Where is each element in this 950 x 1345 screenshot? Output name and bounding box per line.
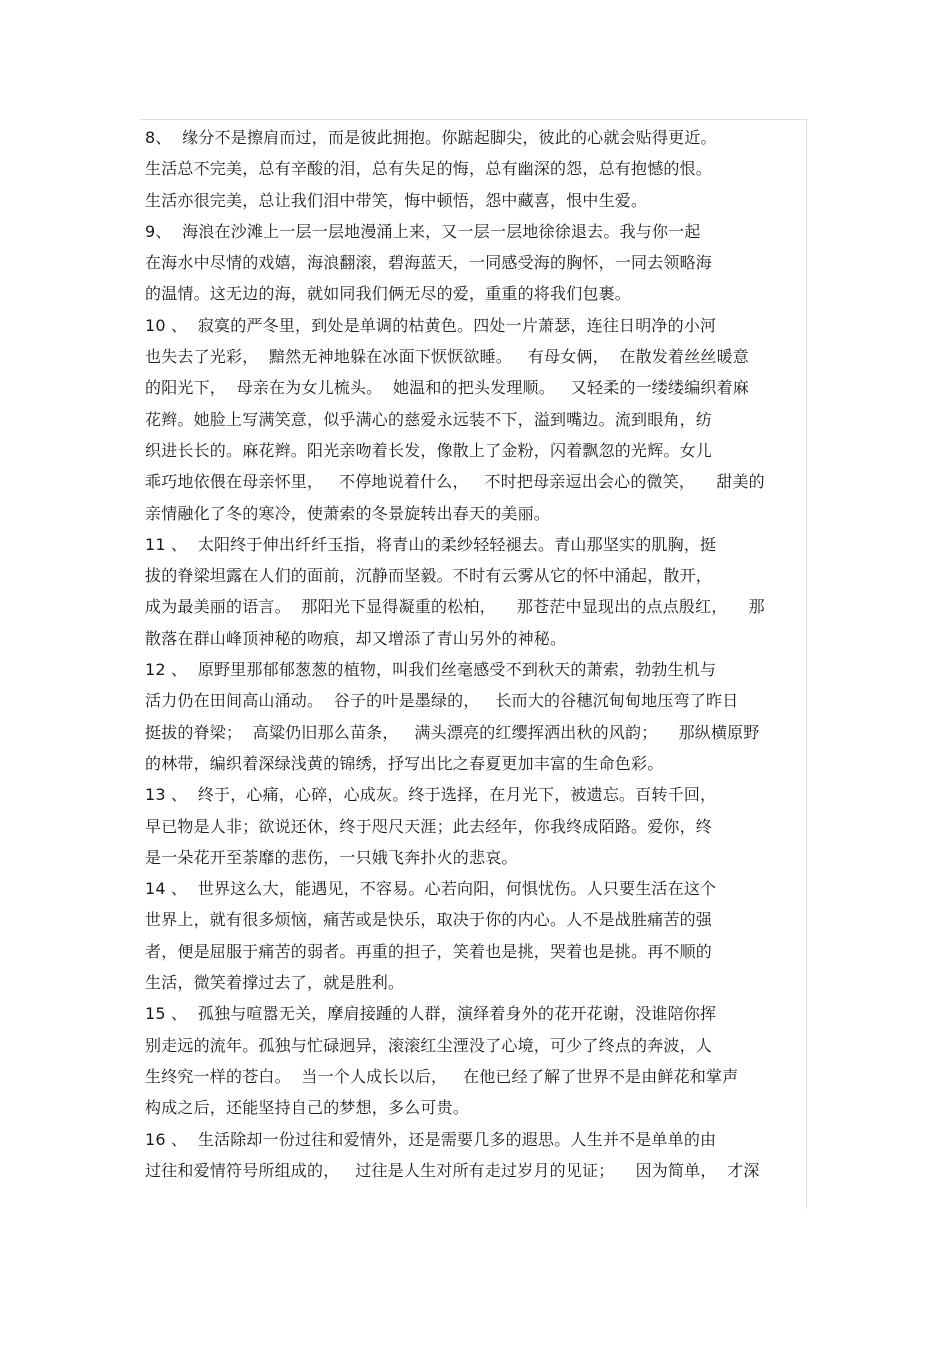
text-line: 织进长长的。麻花辫。阳光亲吻着长发，像散上了金粉，闪着飘忽的光辉。女儿 <box>145 440 713 460</box>
text-line: 早已物是人非；欲说还休，终于咫尺天涯；此去经年，你我终成陌路。爱你，终 <box>145 816 713 836</box>
text-line: 13 、 终于，心痛，心碎，心成灰。终于选择，在月光下，被遗忘。百转千回， <box>145 785 717 805</box>
text-line: 挺拔的脊梁； 高粱仍旧那么苗条， 满头漂亮的红缨挥洒出秋的风韵； 那纵横原野 <box>145 722 760 742</box>
text-line: 活力仍在田间高山涌动。 谷子的叶是墨绿的， 长而大的谷穗沉甸甸地压弯了昨日 <box>145 691 739 711</box>
text-line: 构成之后，还能坚持自己的梦想，多么可贵。 <box>145 1098 470 1118</box>
text-line: 的林带，编织着深绿浅黄的锦绣，抒写出比之春夏更加丰富的生命色彩。 <box>145 753 664 773</box>
text-line: 是一朵花开至荼靡的悲伤，一只娥飞奔扑火的悲哀。 <box>145 847 518 867</box>
text-line: 14 、 世界这么大，能遇见，不容易。心若向阳，何惧忧伤。人只要生活在这个 <box>145 879 717 899</box>
text-line: 成为最美丽的语言。 那阳光下显得凝重的松柏， 那苍茫中显现出的点点殷红， 那 <box>145 597 765 617</box>
text-line: 花辫。她脸上写满笑意，似乎满心的慈爱永远装不下，溢到嘴边。流到眼角，纺 <box>145 409 713 429</box>
text-line: 15 、 孤独与喧嚣无关，摩肩接踵的人群，演绎着身外的花开花谢，没谁陪你挥 <box>145 1004 717 1024</box>
text-line: 散落在群山峰顶神秘的吻痕，却又增添了青山另外的神秘。 <box>145 628 567 648</box>
text-line: 者，便是屈服于痛苦的弱者。再重的担子，笑着也是挑，哭着也是挑。再不顺的 <box>145 941 713 961</box>
text-line: 拔的脊梁坦露在人们的面前，沉静而坚毅。不时有云雾从它的怀中涌起，散开， <box>145 566 713 586</box>
text-line: 16 、 生活除却一份过往和爱情外，还是需要几多的遐思。人生并不是单单的由 <box>145 1129 717 1149</box>
text-line: 过往和爱情符号所组成的， 过往是人生对所有走过岁月的见证； 因为简单， 才深 <box>145 1160 760 1180</box>
text-line: 8、 缘分不是擦肩而过，而是彼此拥抱。你踮起脚尖，彼此的心就会贴得更近。 <box>145 128 717 147</box>
text-line: 世界上，就有很多烦恼，痛苦或是快乐，取决于你的内心。人不是战胜痛苦的强 <box>145 910 713 930</box>
text-line: 12 、 原野里那郁郁葱葱的植物，叫我们丝毫感受不到秋天的萧索，勃勃生机与 <box>145 660 717 680</box>
text-line: 11 、 太阳终于伸出纤纤玉指，将青山的柔纱轻轻褪去。青山那坚实的肌胸，挺 <box>145 534 717 554</box>
text-line: 生终究一样的苍白。 当一个人成长以后， 在他已经了解了世界不是由鲜花和掌声 <box>145 1066 739 1086</box>
text-line: 乖巧地依偎在母亲怀里， 不停地说着什么， 不时把母亲逗出会心的微笑， 甜美的 <box>145 472 765 492</box>
text-line: 在海水中尽情的戏嬉，海浪翻滚，碧海蓝天，一同感受海的胸怀，一同去领略海 <box>145 253 713 273</box>
text-line: 生活总不完美，总有辛酸的泪，总有失足的悔，总有幽深的怨，总有抱憾的恨。 <box>145 159 713 179</box>
text-line: 9、 海浪在沙滩上一层一层地漫涌上来，又一层一层地徐徐退去。我与你一起 <box>145 221 701 241</box>
text-line: 别走远的流年。孤独与忙碌迥异，滚滚红尘湮没了心境，可少了终点的奔波，人 <box>145 1035 713 1055</box>
text-line: 生活，微笑着撑过去了，就是胜利。 <box>145 973 405 993</box>
text-line: 也失去了光彩， 黯然无神地躲在冰面下恹恹欲睡。 有母女俩， 在散发着丝丝暖意 <box>145 347 750 367</box>
text-line: 亲情融化了冬的寒冷，使萧索的冬景旋转出春天的美丽。 <box>145 503 551 523</box>
text-line: 的阳光下， 母亲在为女儿梳头。 她温和的把头发理顺。 又轻柔的一缕缕编织着麻 <box>145 378 750 398</box>
text-line: 10 、 寂寞的严冬里，到处是单调的枯黄色。四处一片萧瑟，连往日明净的小河 <box>145 315 717 335</box>
text-line: 生活亦很完美，总让我们泪中带笑，悔中顿悟，怨中藏喜，恨中生爱。 <box>145 190 648 210</box>
text-line: 的温情。这无边的海，就如同我们俩无尽的爱，重重的将我们包裹。 <box>145 284 632 304</box>
document-body <box>145 122 825 1186</box>
